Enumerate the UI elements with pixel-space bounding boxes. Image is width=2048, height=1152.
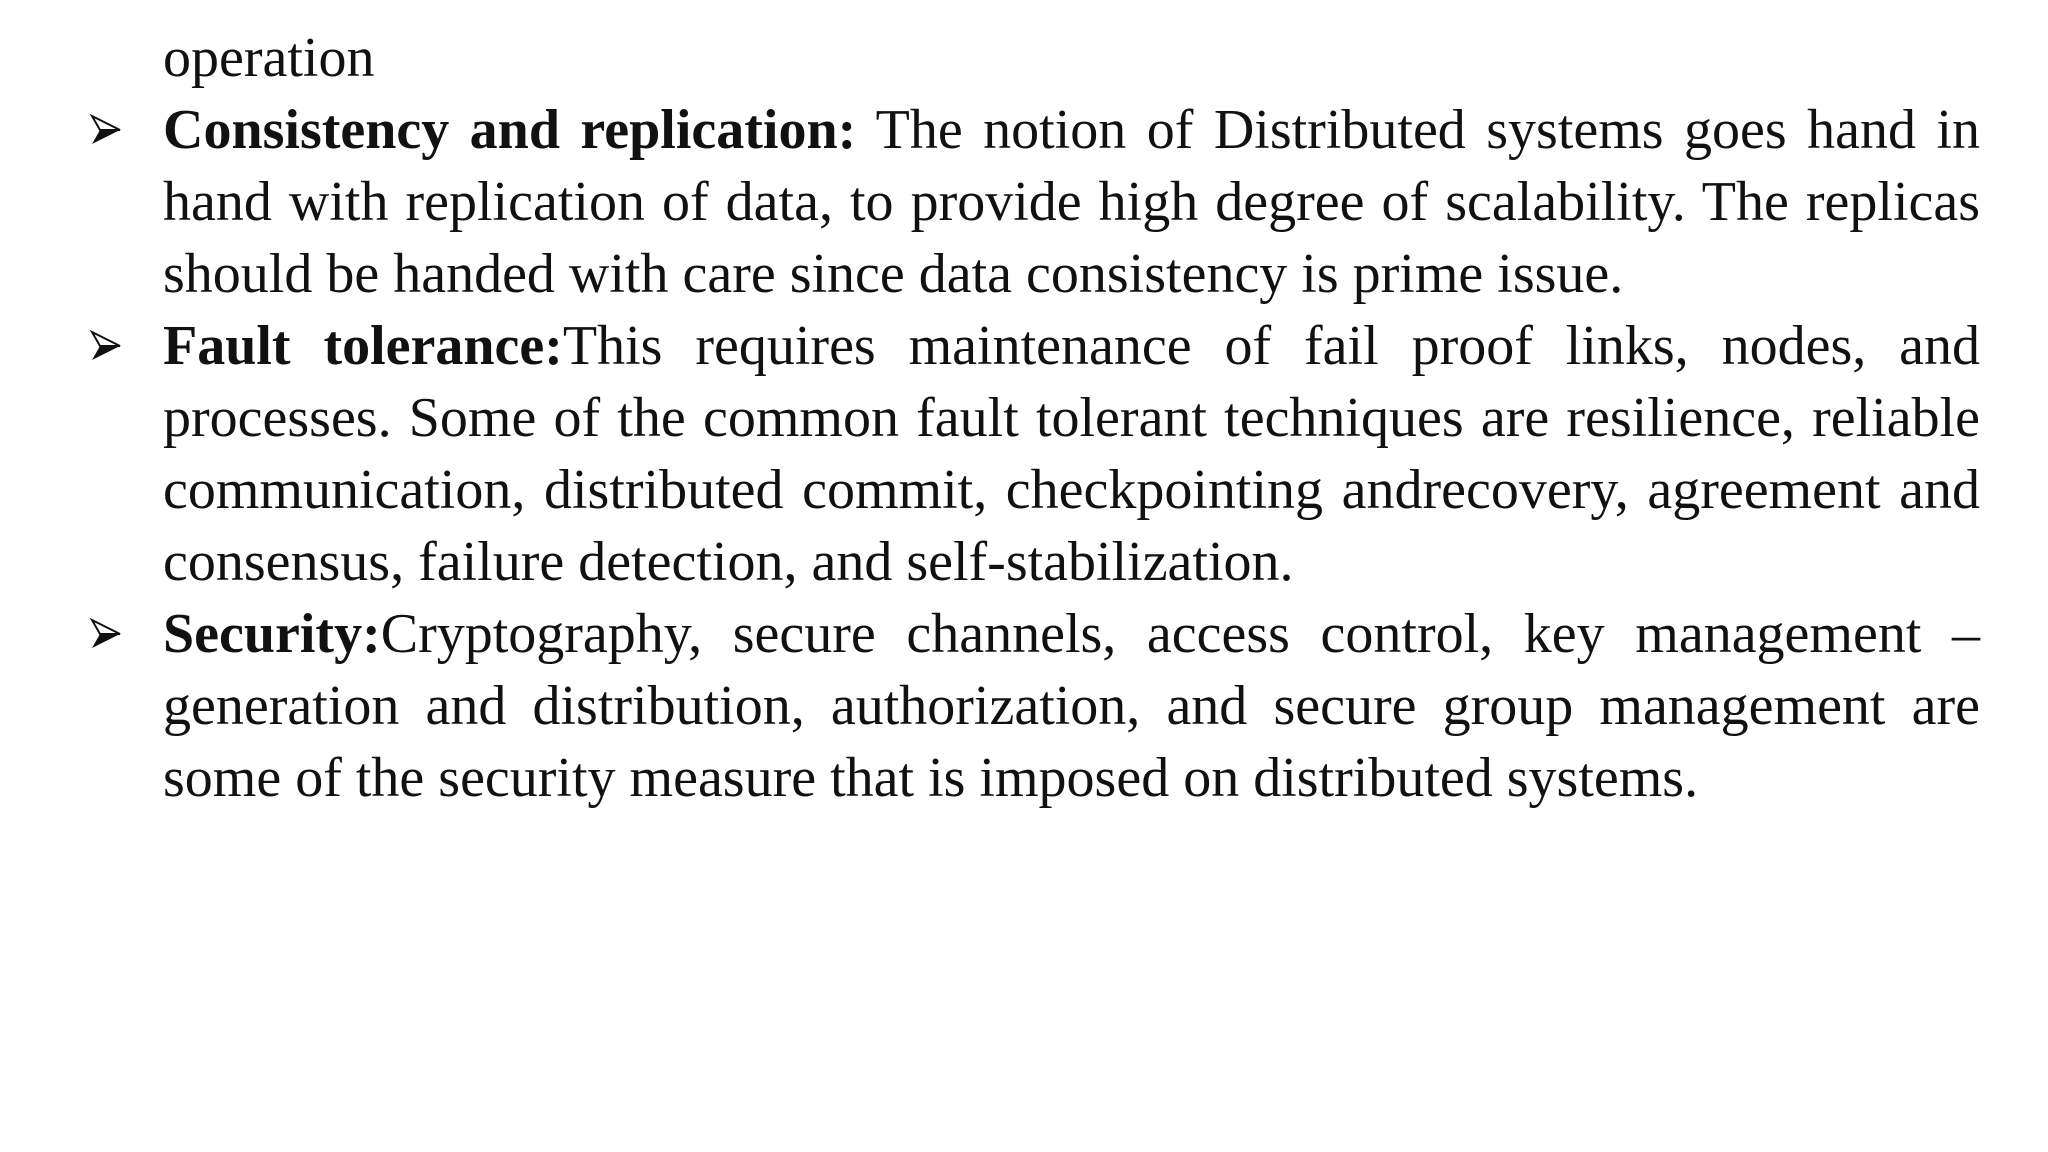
item-text: Cryptography, secure channels, access control, key management – generation and distribution, authorization, and secure group management are some of the security measure that is imposed on distributed systems. xyxy=(163,603,1980,809)
list-item-security xyxy=(0,598,2048,814)
arrowhead-bullet-icon xyxy=(86,94,126,166)
list-item-fault-tolerance xyxy=(0,310,2048,598)
arrowhead-bullet-icon xyxy=(86,598,126,670)
list-item-consistency xyxy=(0,94,2048,310)
item-term: Fault tolerance: xyxy=(163,315,563,377)
continuation-text: operation xyxy=(163,27,375,89)
bullet-list xyxy=(0,94,2048,814)
item-text: The notion of Distributed systems goes hand in hand with replication of data, to provide high degree of scalability. The replicas should be handed with care since data consistency is prime issue. xyxy=(163,99,1980,305)
item-term: Consistency and replication: xyxy=(163,99,857,161)
item-text: This requires maintenance of fail proof links, nodes, and processes. Some of the common fault tolerant techniques are resilience, reliable communication, distributed commit, checkpointing andrecovery, agreement and consensus, failure detection, and self-stabilization. xyxy=(163,315,1980,593)
item-term: Security: xyxy=(163,603,381,665)
arrowhead-bullet-icon xyxy=(86,310,126,382)
